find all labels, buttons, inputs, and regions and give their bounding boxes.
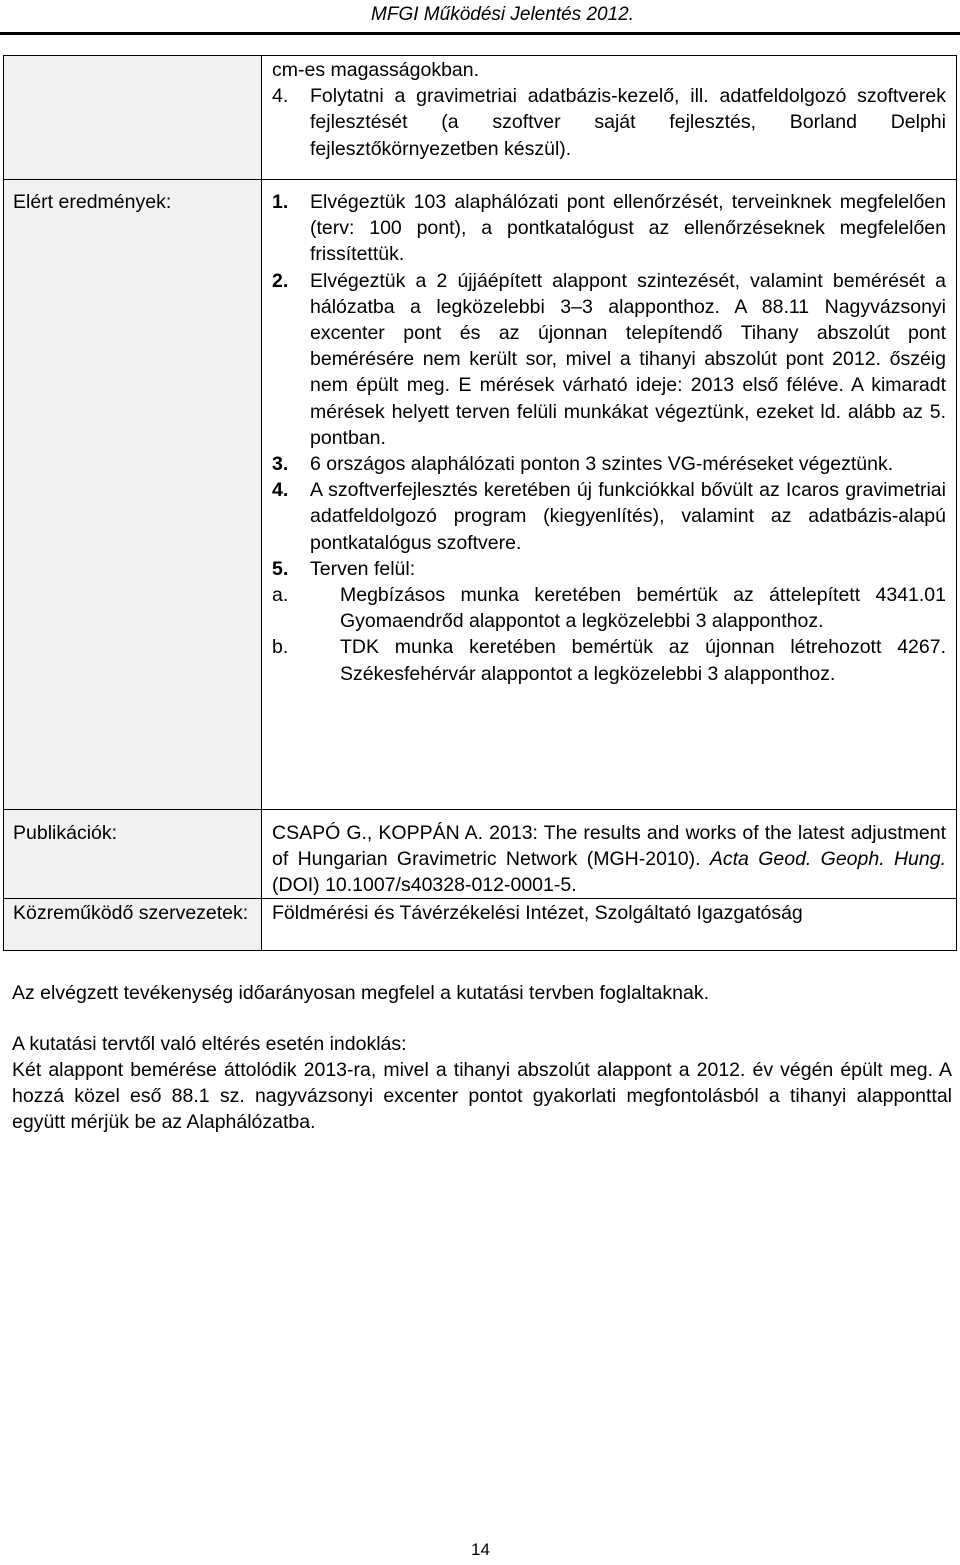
subitem-letter: b. [272, 636, 289, 659]
deviation-heading: A kutatási tervtől való eltérés esetén indoklás: [12, 1033, 407, 1055]
publications-label: Publikációk: [13, 822, 118, 844]
result-subitem [272, 634, 946, 686]
subitem-text: TDK munka keretében bemértük az újonnan létrehozott 4267. Székesfehérvár alappontot a legközelebbi 3 alapponthoz. [340, 636, 946, 685]
subitem-text: Megbízásos munka keretében bemértük az áttelepített 4341.01 Gyomaendrőd alappontot a legközelebbi 3 alapponthoz. [340, 584, 946, 633]
publication-citation [272, 820, 946, 899]
row-divider [4, 898, 261, 899]
summary-paragraph: Az elvégzett tevékenység időarányosan megfelel a kutatási tervben foglaltaknak. [12, 982, 710, 1004]
subitem-letter: a. [272, 584, 289, 607]
row-divider [4, 809, 261, 810]
list-text: Folytatni a gravimetriai adatbázis-kezelő, ill. adatfeldolgozó szoftverek fejlesztését (a szoftver saját fejlesztés, Borland Delphi fejlesztőkörnyezetben készül). [310, 85, 946, 160]
result-number: 4. [272, 479, 289, 502]
publication-doi: (DOI) 10.1007/s40328-012-0001-5. [272, 874, 577, 897]
label-column [4, 56, 262, 950]
result-text: Elvégeztük a 2 újjáépített alappont szintezését, valamint bemérését a hálózatba a legközelebbi 3–3 alapponthoz. A 88.11 Nagyvázsonyi excenter pont és az újonnan telepítendő Tihany abszolút pont bemérésére nem került sor, mivel a tihanyi abszolút pont 2012. őszéig nem épült meg. E mérések várható ideje: 2013 első féléve. A kimaradt mérések helyett terven felüli munkákat végeztünk, ezeket ld. alább az 5. pontban. [310, 269, 946, 449]
partners-text: Földmérési és Távérzékelési Intézet, Szolgáltató Igazgatóság [272, 902, 803, 924]
list-item [272, 83, 946, 162]
row-divider [261, 179, 956, 180]
continuation-cell [272, 57, 946, 162]
row-divider [4, 179, 261, 180]
partners-label: Közreműködő szervezetek: [13, 902, 249, 924]
continuation-line: cm-es magasságokban. [272, 59, 480, 81]
result-text: A szoftverfejlesztés keretében új funkciókkal bővült az Icaros gravimetriai adatfeldolgozó program (kiegyenlítés), valamint az adatbázis-alapú pontkatalógus szoftvere. [310, 479, 946, 554]
result-text: Elvégeztük 103 alaphálózati pont ellenőrzését, terveinknek megfelelően (terv: 100 pont), a pontkatalógust az ellenőrzéseknek megfelelően frissítettük. [310, 191, 946, 266]
result-number: 2. [272, 269, 289, 292]
result-item [272, 189, 946, 268]
row-divider [261, 898, 956, 899]
results-cell [272, 189, 946, 687]
publication-authors: CSAPÓ G., KOPPÁN A. [272, 822, 484, 844]
page-number: 14 [471, 1540, 490, 1559]
header-rule [0, 32, 960, 35]
row-divider [261, 809, 956, 810]
page-header-title: MFGI Működési Jelentés 2012. [371, 4, 634, 25]
result-number: 3. [272, 453, 289, 476]
publication-journal: Acta Geod. Geoph. Hung. [709, 848, 947, 871]
result-item [272, 268, 946, 451]
result-text: Terven felül: [310, 557, 416, 580]
result-text: 6 országos alaphálózati ponton 3 szintes VG-méréseket végeztünk. [310, 453, 894, 476]
list-number: 4. [272, 85, 289, 108]
result-number: 5. [272, 557, 289, 580]
result-item [272, 556, 946, 582]
report-table [3, 55, 957, 951]
deviation-text: Két alappont bemérése áttolódik 2013-ra, mivel a tihanyi abszolút alappont a 2012. év végén épült meg. A hozzá közel eső 88.1 sz. nagyvázsonyi excenter pontot gyakorlati megfontolásból a tihanyi alapponttal együtt mérjük be az Alaphálózatba. [12, 1059, 952, 1134]
results-label: Elért eredmények: [13, 191, 172, 213]
publication-title: 2013: The results and works of the latest adjustment of Hungarian Gravimetric Network (MGH-2010). [272, 822, 946, 871]
result-item [272, 451, 946, 477]
result-number: 1. [272, 191, 289, 213]
result-subitem [272, 582, 946, 634]
result-item [272, 477, 946, 556]
